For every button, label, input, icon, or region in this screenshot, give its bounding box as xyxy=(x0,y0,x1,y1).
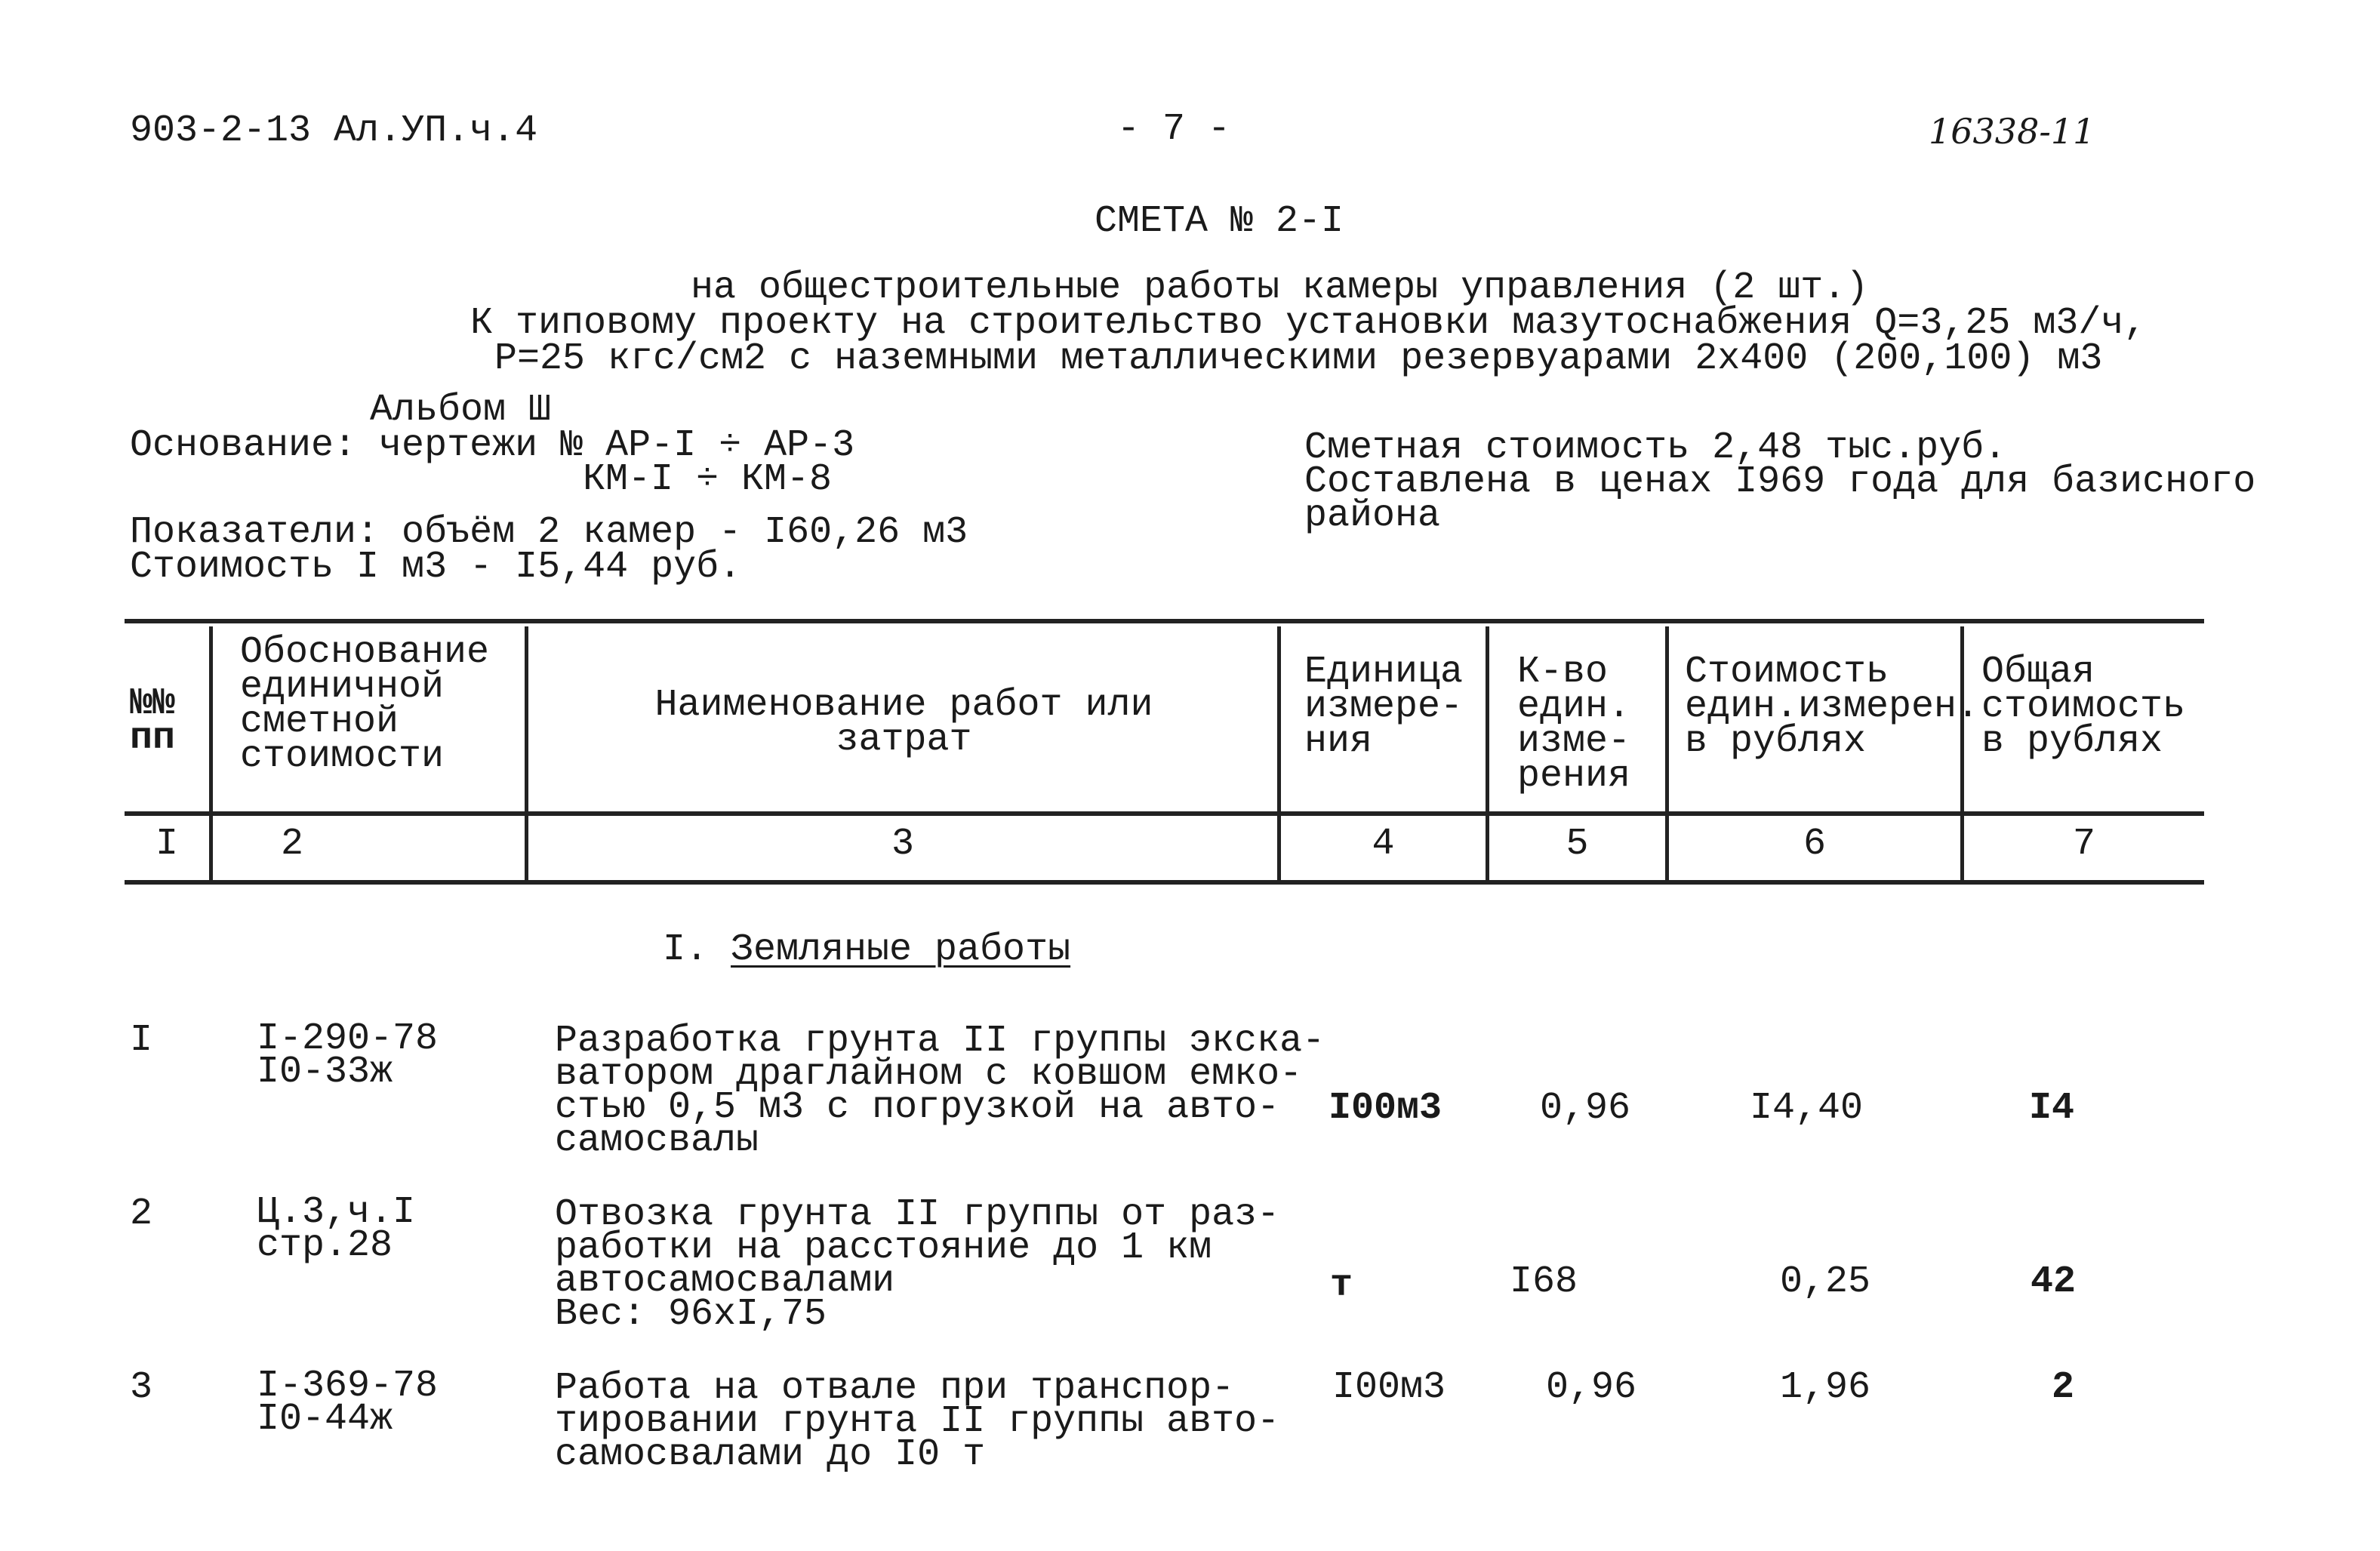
header-col-1: №№ пп xyxy=(130,682,176,760)
column-number-3: 3 xyxy=(891,823,914,866)
row-3-basis: I-369-78 I0-44ж xyxy=(257,1365,439,1441)
column-number-4: 4 xyxy=(1372,823,1395,866)
row-2-qty: I68 xyxy=(1510,1260,1578,1303)
row-3-unit-cost: 1,96 xyxy=(1780,1366,1871,1409)
row-2-num: 2 xyxy=(130,1192,153,1236)
cost-line-3: района xyxy=(1304,494,1441,537)
column-number-2: 2 xyxy=(280,823,303,866)
header-col-7: Общая стоимость в рублях xyxy=(1981,651,2186,763)
title-line-2: К типовому проекту на строительство установки мазутоснабжения Q=3,25 м3/ч, xyxy=(470,302,2147,345)
row-1-unit-cost: I4,40 xyxy=(1750,1087,1864,1130)
indicators-line-2: Стоимость I м3 - I5,44 руб. xyxy=(130,546,742,589)
row-3-name: Работа на отвале при транспор- тировании грунта II группы авто- самосвалами до I0 т xyxy=(555,1367,1280,1476)
basis-line-1: Основание: чертежи № АР-I ÷ АР-3 xyxy=(130,424,855,467)
row-2-unit-cost: 0,25 xyxy=(1780,1260,1871,1303)
header-col-6: Стоимость един.измерен. в рублях xyxy=(1685,651,1980,763)
row-3-unit: I00м3 xyxy=(1332,1366,1446,1409)
estimate-title: СМЕТА № 2-I xyxy=(1095,200,1344,243)
header-col-5: К-во един. изме- рения xyxy=(1517,651,1631,798)
section-number: I. xyxy=(663,928,709,971)
column-number-5: 5 xyxy=(1566,823,1589,866)
row-1-qty: 0,96 xyxy=(1540,1087,1631,1130)
row-1-basis: I-290-78 I0-33ж xyxy=(257,1017,439,1094)
row-2-unit: т xyxy=(1330,1264,1353,1307)
title-line-3: P=25 кгс/см2 с наземными металлическими резервуарами 2x400 (200,100) м3 xyxy=(494,337,2103,380)
table-numbers-rule xyxy=(125,880,2204,885)
row-3-total: 2 xyxy=(2052,1366,2075,1409)
column-number-6: 6 xyxy=(1803,823,1826,866)
header-col-2: Обоснование единичной сметной стоимости xyxy=(240,631,490,778)
header-col-4: Единица измере- ния xyxy=(1304,651,1464,763)
indicators-line-1: Показатели: объём 2 камер - I60,26 м3 xyxy=(130,511,968,554)
doc-code: 903-2-13 Ал.УП.ч.4 xyxy=(130,109,538,152)
title-line-1: на общестроительные работы камеры управления (2 шт.) xyxy=(691,266,1869,309)
column-number-1: I xyxy=(155,823,178,866)
page-number: - 7 - xyxy=(1117,108,1231,151)
table-header-rule xyxy=(125,811,2204,816)
row-2-basis: Ц.3,ч.I стр.28 xyxy=(257,1191,416,1267)
row-1-name: Разработка грунта II группы экска- ватором драглайном с ковшом емко- стью 0,5 м3 с погрузкой на авто- самосвалы xyxy=(555,1020,1325,1162)
section-title: Земляные работы xyxy=(731,928,1071,971)
row-1-num: I xyxy=(130,1019,153,1062)
basis-line-2: КМ-I ÷ КМ-8 xyxy=(583,458,833,501)
cost-line-2: Составлена в ценах I969 года для базисного xyxy=(1304,460,2256,503)
album-label: Альбом Ш xyxy=(370,389,552,432)
row-3-qty: 0,96 xyxy=(1546,1366,1637,1409)
row-1-unit: I00м3 xyxy=(1329,1087,1442,1130)
table-top-rule xyxy=(125,619,2204,623)
row-2-name: Отвозка грунта II группы от раз- работки на расстояние до 1 км автосамосвалами Вес: 96xI,75 xyxy=(555,1193,1280,1336)
row-3-num: 3 xyxy=(130,1366,153,1409)
row-1-total: I4 xyxy=(2029,1087,2075,1130)
header-col-3: Наименование работ или затрат xyxy=(654,684,1153,762)
row-2-total: 42 xyxy=(2031,1260,2077,1303)
archive-number: 16338-11 xyxy=(1929,111,2095,152)
column-number-7: 7 xyxy=(2072,823,2095,866)
cost-line-1: Сметная стоимость 2,48 тыс.руб. xyxy=(1304,426,2007,469)
